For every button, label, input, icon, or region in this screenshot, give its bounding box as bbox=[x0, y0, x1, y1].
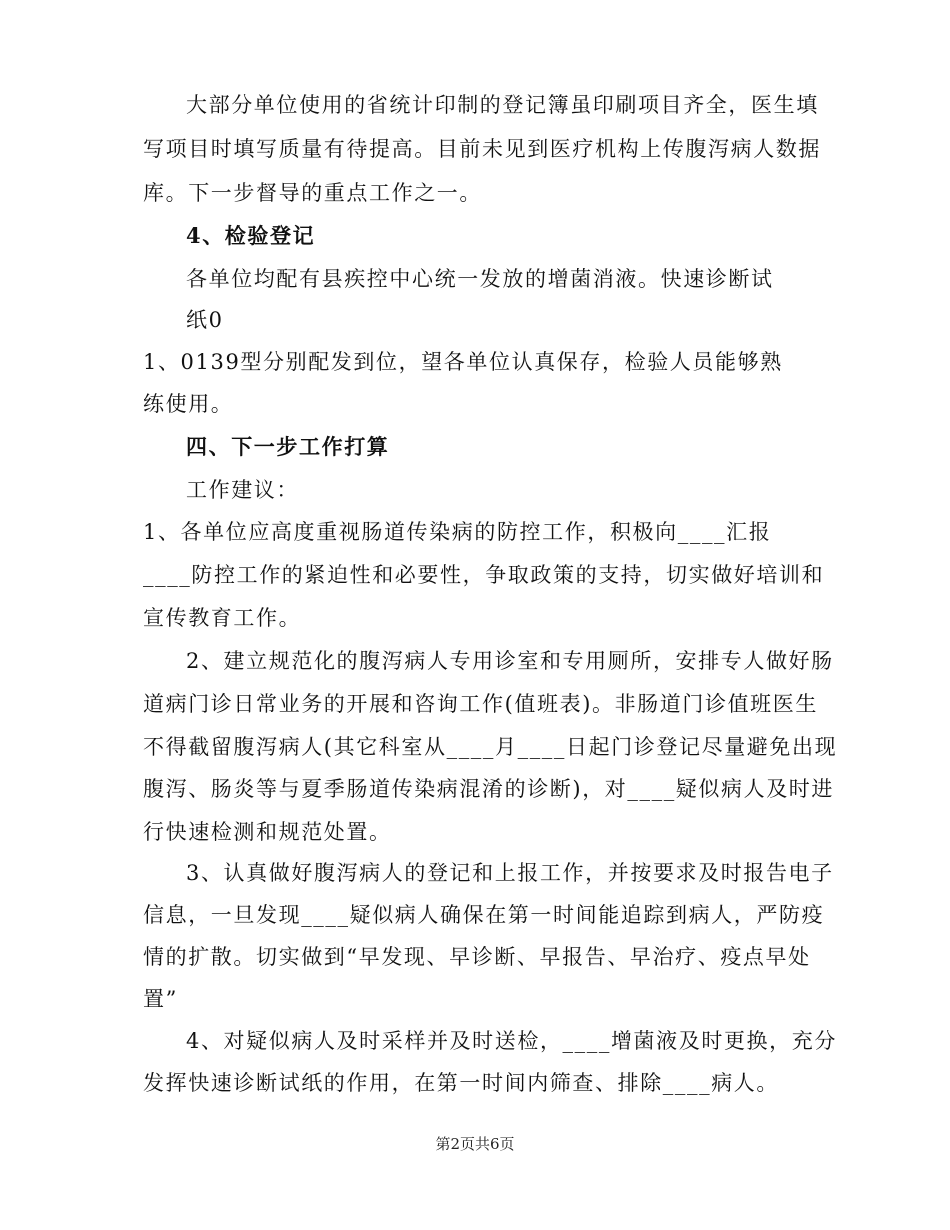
paragraph-line: 道病门诊日常业务的开展和咨询工作(值班表)。非肠道门诊值班医生 bbox=[143, 692, 818, 716]
paragraph-line: 发挥快速诊断试纸的作用，在第一时间内筛查、排除____病人。 bbox=[143, 1071, 779, 1095]
paragraph-line: 行快速检测和规范处置。 bbox=[143, 820, 392, 844]
paragraph-line: 各单位均配有县疾控中心统一发放的增菌消液。快速诊断试 bbox=[186, 267, 774, 291]
paragraph-line: 宣传教育工作。 bbox=[143, 606, 302, 630]
section-heading-inspection: 4、检验登记 bbox=[186, 223, 316, 248]
section-heading-next-steps: 四、下一步工作打算 bbox=[186, 434, 390, 459]
paragraph-line: 大部分单位使用的省统计印制的登记簿虽印刷项目齐全，医生填 bbox=[186, 93, 819, 117]
paragraph-line: 练使用。 bbox=[143, 392, 234, 416]
paragraph-line: 信息，一旦发现____疑似病人确保在第一时间能追踪到病人，严防疫 bbox=[143, 903, 825, 927]
paragraph-line: 不得截留腹泻病人(其它科室从____月____日起门诊登记尽量避免出现 bbox=[143, 735, 838, 759]
paragraph-line: 1、0139型分别配发到位，望各单位认真保存，检验人员能够熟 bbox=[143, 350, 783, 374]
paragraph-line: 情的扩散。切实做到“早发现、早诊断、早报告、早治疗、疫点早处 bbox=[143, 945, 811, 969]
paragraph-line: 4、对疑似病人及时采样并及时送检，____增菌液及时更换，充分 bbox=[186, 1029, 837, 1053]
paragraph-line: 3、认真做好腹泻病人的登记和上报工作，并按要求及时报告电子 bbox=[186, 861, 834, 885]
page-number-footer: 第2页共6页 bbox=[435, 1135, 515, 1153]
paragraph-line: 库。下一步督导的重点工作之一。 bbox=[143, 181, 482, 205]
paragraph-line: 写项目时填写质量有待提高。目前未见到医疗机构上传腹泻病人数据 bbox=[143, 137, 821, 161]
paragraph-line: 腹泻、肠炎等与夏季肠道传染病混淆的诊断)，对____疑似病人及时进 bbox=[143, 777, 834, 801]
paragraph-line: 2、建立规范化的腹泻病人专用诊室和专用厕所，安排专人做好肠 bbox=[186, 649, 834, 673]
paragraph-line: 工作建议： bbox=[186, 478, 299, 502]
paragraph-line: ____防控工作的紧迫性和必要性，争取政策的支持，切实做好培训和 bbox=[143, 563, 825, 587]
paragraph-line: 1、各单位应高度重视肠道传染病的防控工作，积极向____汇报 bbox=[143, 520, 772, 544]
paragraph-line: 置” bbox=[143, 987, 178, 1011]
paragraph-line: 纸0 bbox=[186, 308, 224, 332]
